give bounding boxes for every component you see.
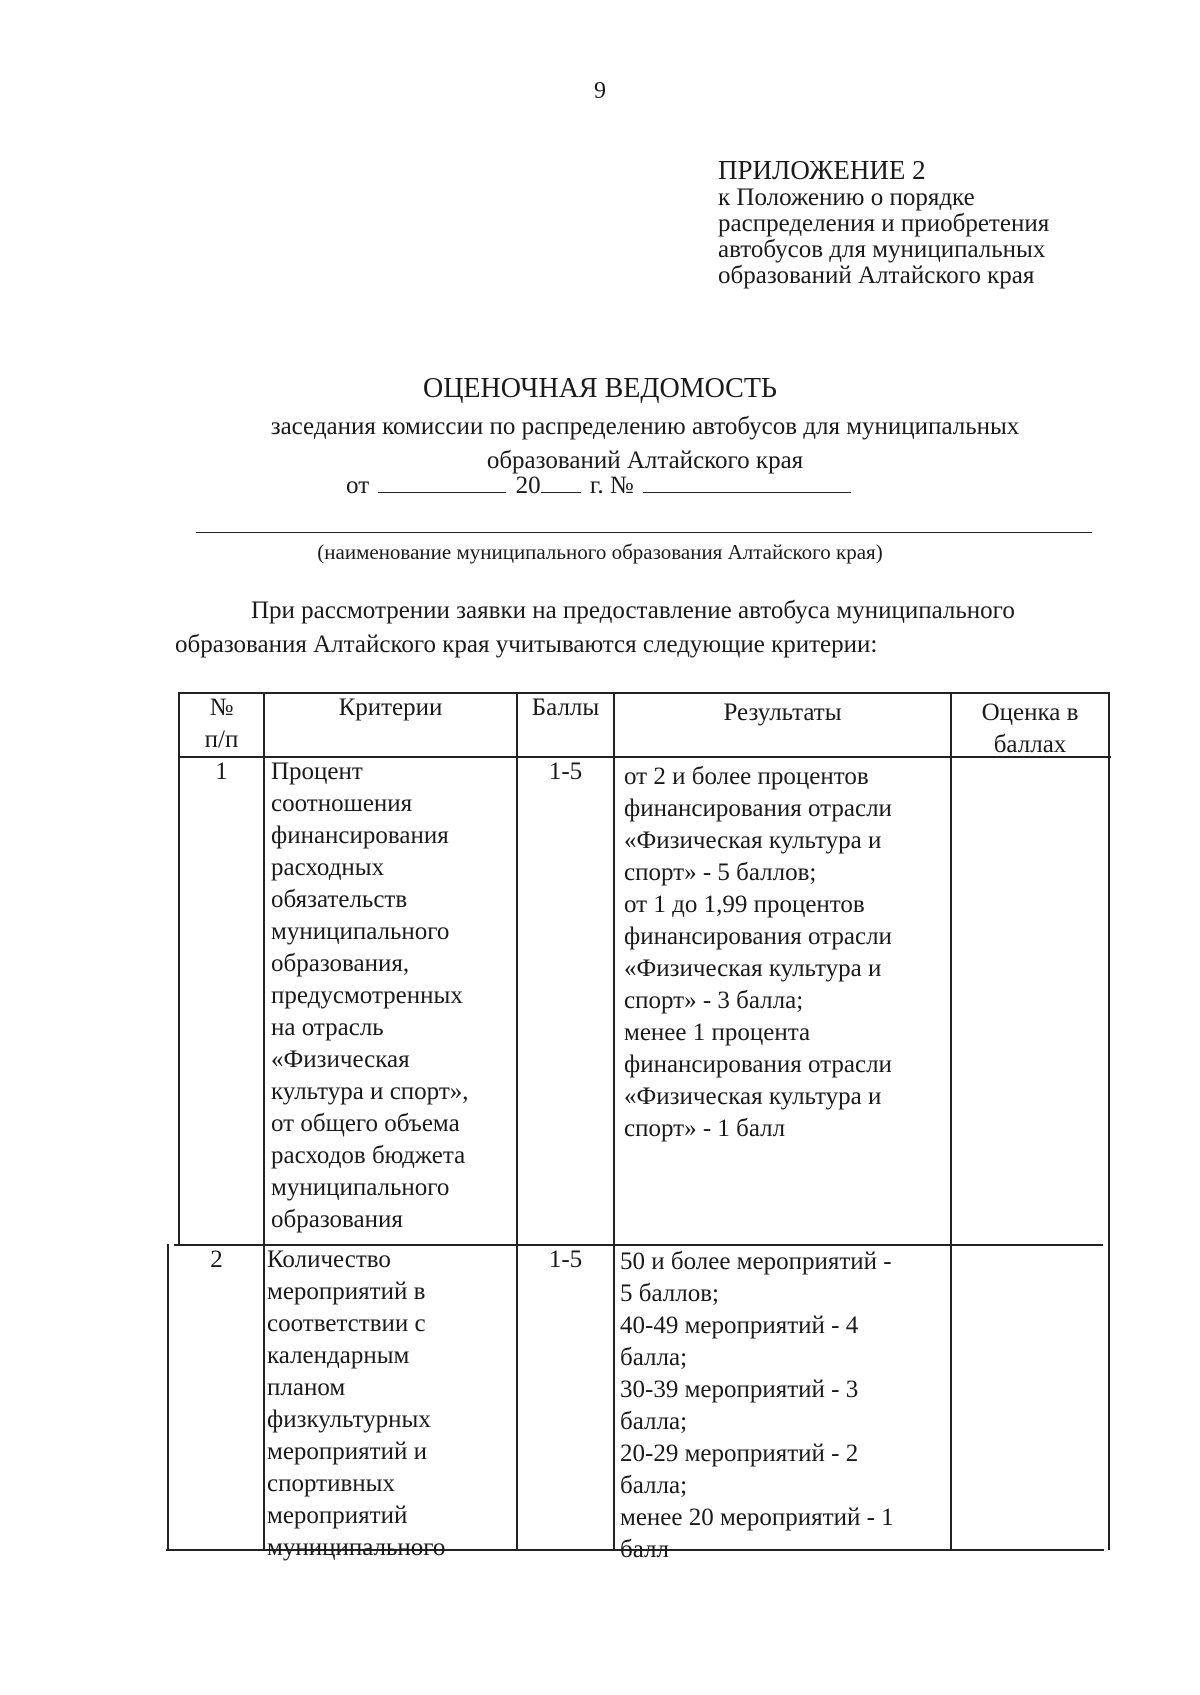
subtitle-line: образований Алтайского края [486,447,804,474]
header-num [180,692,263,756]
column-divider [516,692,518,1550]
document-title: ОЦЕНОЧНАЯ ВЕДОМОСТЬ [422,373,778,404]
column-divider [613,692,615,1550]
header-num-line: № [209,694,234,721]
criteria-line: мероприятий в [267,1278,426,1305]
subtitle-line: заседания комиссии по распределению автобусов для муниципальных [270,413,1020,440]
criteria-line: расходов бюджета [271,1142,466,1169]
appendix-line: распределения и приобретения [718,210,1050,237]
results-line: «Физическая культура и [624,955,882,982]
results-line: 40-49 мероприятий - 4 [620,1312,859,1339]
criteria-line: муниципального [271,918,450,945]
municipality-caption: (наименование муниципального образования Алтайского края) [317,540,883,564]
results-line: финансирования отрасли [624,1051,892,1078]
header-score-line: баллах [993,731,1067,758]
header-criteria: Критерии [338,694,443,721]
number-prefix: г. № [589,472,634,499]
criteria-line: муниципального [267,1534,446,1561]
row1-criteria [271,756,516,1236]
number-blank [643,470,851,493]
intro-line: При рассмотрении заявки на предоставление автобуса муниципального [251,597,1015,624]
results-line: балла; [620,1344,688,1371]
criteria-line: образования, [271,950,410,977]
header-num-line: п/п [204,726,239,753]
criteria-line: предусмотренных [271,982,463,1009]
row2-criteria [267,1244,516,1564]
results-line: «Физическая культура и [624,1083,882,1110]
intro-line: образования Алтайского края учитываются следующие критерии: [175,631,878,658]
date-prefix: от [346,472,370,499]
criteria-line: мероприятий и [267,1438,427,1465]
criteria-line: спортивных [267,1470,395,1497]
header-score-line: Оценка в [981,699,1079,726]
intro-paragraph [175,594,1110,662]
results-line: балл [620,1536,669,1563]
appendix-title: ПРИЛОЖЕНИЕ 2 [718,155,926,185]
criteria-line: соответствии с [267,1310,426,1337]
results-line: 30-39 мероприятий - 3 [620,1376,859,1403]
results-line: менее 20 мероприятий - 1 [620,1504,894,1531]
criteria-line: на отрасль [271,1014,384,1041]
table-right-border [1108,692,1110,1550]
criteria-line: расходных [271,854,385,881]
header-points: Баллы [531,694,600,721]
row2-results [620,1246,950,1566]
results-line: от 1 до 1,99 процентов [624,891,865,918]
row2-num: 2 [210,1246,223,1273]
criteria-line: обязательств [271,886,408,913]
year-prefix: 20 [515,472,541,499]
criteria-line: планом [267,1374,346,1401]
results-line: 50 и более мероприятий - [620,1248,892,1275]
criteria-line: соотношения [271,790,413,817]
table-left-border-lower [167,1244,169,1550]
criteria-line: мероприятий [267,1502,408,1529]
criteria-line: от общего объема [271,1110,460,1137]
header-results: Результаты [723,699,842,726]
row2-points: 1-5 [548,1246,583,1273]
appendix-line: автобусов для муниципальных [718,236,1046,263]
appendix-line: к Положению о порядке [718,184,975,211]
results-line: менее 1 процента [624,1019,811,1046]
criteria-line: муниципального [271,1174,450,1201]
results-line: от 2 и более процентов [624,763,869,790]
criteria-line: календарным [267,1342,410,1369]
results-line: финансирования отрасли [624,923,892,950]
appendix-line: образований Алтайского края [718,262,1035,289]
criteria-line: Процент [271,758,363,785]
criteria-line: «Физическая [271,1046,410,1073]
criteria-line: Количество [267,1246,391,1273]
year-blank [541,470,581,493]
appendix-block [718,155,1158,289]
results-line: финансирования отрасли [624,795,892,822]
row1-results [624,761,950,1145]
date-line [0,470,1200,500]
criteria-line: культура и спорт», [271,1078,469,1105]
page-number: 9 [594,78,606,104]
row1-num: 1 [215,758,228,785]
results-line: «Физическая культура и [624,827,882,854]
results-line: спорт» - 1 балл [624,1115,786,1142]
results-line: балла; [620,1472,688,1499]
date-blank [378,470,506,493]
results-line: 20-29 мероприятий - 2 [620,1440,859,1467]
criteria-line: физкультурных [267,1406,431,1433]
column-divider [263,692,265,1550]
criteria-line: образования [271,1206,403,1233]
document-subtitle [190,410,1100,478]
criteria-line: финансирования [271,822,449,849]
municipality-line [196,532,1092,533]
header-score [952,697,1108,761]
results-line: спорт» - 5 баллов; [624,859,817,886]
results-line: 5 баллов; [620,1280,719,1307]
row1-points: 1-5 [548,758,583,785]
results-line: спорт» - 3 балла; [624,987,804,1014]
column-divider [950,692,952,1550]
results-line: балла; [620,1408,688,1435]
